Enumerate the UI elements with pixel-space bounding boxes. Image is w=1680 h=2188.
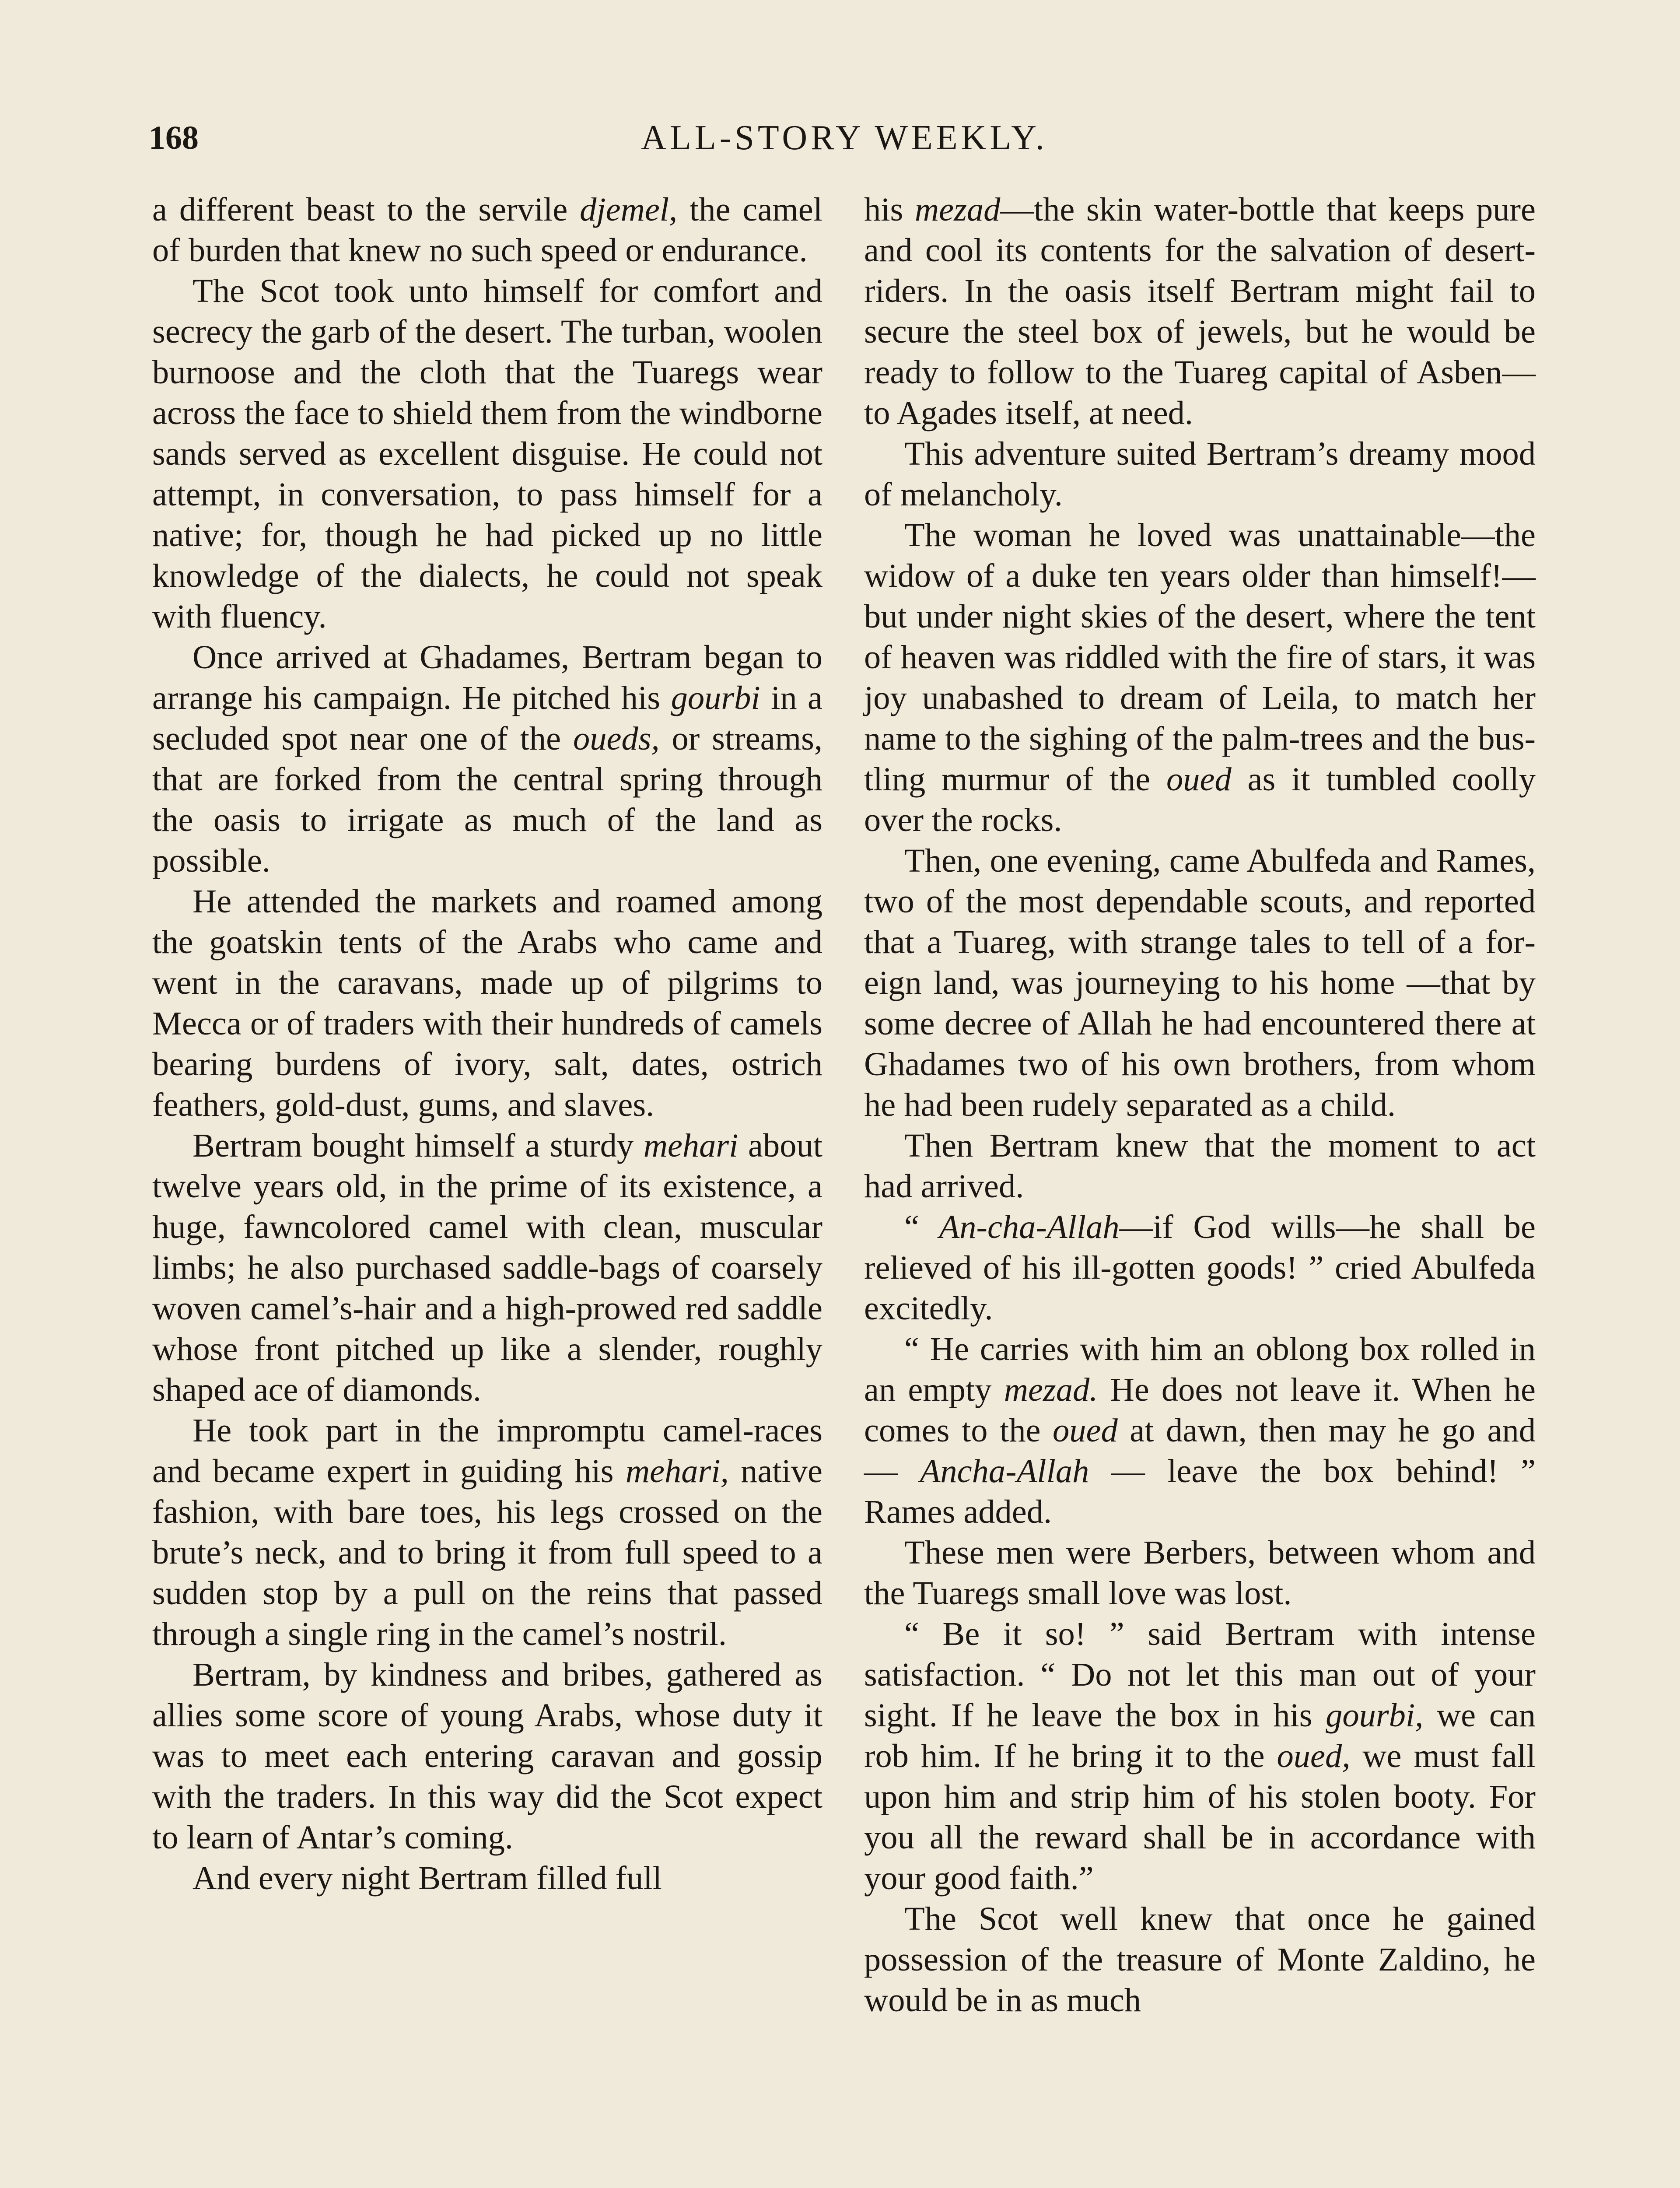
- paragraph: [152, 637, 822, 881]
- italic-text-run: oued: [1166, 761, 1232, 798]
- italic-text-run: Ancha-Allah: [920, 1452, 1089, 1490]
- italic-text-run: oueds,: [573, 720, 660, 757]
- italic-text-run: mezad: [914, 191, 1001, 228]
- text-run: He took part in the impromptu camel-races and became expert in guiding his: [152, 1412, 822, 1490]
- italic-text-run: An-cha-Allah: [939, 1208, 1120, 1245]
- text-run: in a secluded spot near one of the: [152, 679, 822, 757]
- italic-text-run: mehari,: [625, 1452, 729, 1490]
- left-text-column: [152, 189, 822, 1898]
- paragraph: [152, 1858, 822, 1898]
- text-run: —the skin water-bottle that keeps pure and cool its contents for the salvation of desert-riders. In the oasis itself Bertram might fail to secure the steel box of jewels, but he would be ready to follow to the Tuareg capital of Asben—to Agades itself, at need.: [864, 191, 1536, 431]
- text-run: the camel of burden that knew no such speed or endurance.: [152, 191, 822, 269]
- text-run: a different beast to the servile: [152, 191, 580, 228]
- paragraph: [864, 840, 1536, 1125]
- paragraph: [152, 881, 822, 1125]
- text-run: about twelve years old, in the prime of its existence, a huge, fawncolored camel with clean, muscular limbs; he also purchased saddle-bags of coarsely woven camel’s-hair and a high-prowed red saddle whose front pitched up like a slender, roughly shaped ace of diamonds.: [152, 1127, 822, 1408]
- paragraph: [152, 1410, 822, 1654]
- italic-text-run: mezad.: [1004, 1371, 1098, 1408]
- paragraph: [864, 1613, 1536, 1898]
- italic-text-run: oued,: [1277, 1737, 1351, 1774]
- italic-text-run: oued: [1052, 1412, 1118, 1449]
- text-run: as it tumbled coolly over the rocks.: [864, 761, 1536, 838]
- paragraph: [864, 1125, 1536, 1206]
- text-run: And every night Bertram filled full: [192, 1859, 662, 1897]
- italic-text-run: mehari: [643, 1127, 738, 1164]
- text-run: Bertram bought himself a sturdy: [192, 1127, 644, 1164]
- paragraph: [864, 189, 1536, 433]
- text-run: at dawn, then may he go and —: [864, 1412, 1536, 1490]
- paragraph: [152, 189, 822, 270]
- text-run: “: [904, 1208, 939, 1245]
- text-run: his: [864, 191, 915, 228]
- text-run: “ He carries with him an oblong box rolled in an empty: [864, 1330, 1536, 1408]
- italic-text-run: gourbi: [671, 679, 760, 716]
- text-run: Then Bertram knew that the moment to act had arrived.: [864, 1127, 1536, 1205]
- text-run: This adventure suited Bertram’s dreamy mood of melancholy.: [864, 435, 1536, 513]
- text-run: we can rob him. If he bring it to the: [864, 1697, 1536, 1774]
- page-header: [149, 112, 1540, 164]
- paragraph: [864, 1206, 1536, 1329]
- paragraph: [152, 1125, 822, 1410]
- paragraph: [152, 270, 822, 637]
- text-run: The woman he loved was unattainable—the widow of a duke ten years older than himself!—but under night skies of the desert, where the tent of heaven was riddled with the fire of stars, it was joy unabashed to dream of Leila, to match her name to the sighing of the palm-trees and the bustling murmur of the: [864, 516, 1536, 798]
- paragraph: [864, 433, 1536, 515]
- italic-text-run: djemel,: [580, 191, 678, 228]
- text-run: “ Be it so! ” said Bertram with intense satisfaction. “ Do not let this man out of your sight. If he leave the box in his: [864, 1615, 1536, 1734]
- running-title: ALL-STORY WEEKLY.: [641, 119, 1048, 157]
- text-run: The Scot took unto himself for comfort and secrecy the garb of the desert. The turban, woolen burnoose and the cloth that the Tuaregs wear across the face to shield them from the windborne sands served as excellent disguise. He could not attempt, in conversation, to pass himself for a native; for, though he had picked up no little knowledge of the dialects, he could not speak with fluency.: [152, 272, 822, 635]
- text-run: native fashion, with bare toes, his legs crossed on the brute’s neck, and to bring it from full speed to a sudden stop by a pull on the reins that passed through a single ring in the camel’s nostril.: [152, 1452, 822, 1652]
- paragraph: [152, 1654, 822, 1858]
- text-run: — leave the box behind! ” Rames added.: [864, 1452, 1536, 1530]
- text-run: The Scot well knew that once he gained possession of the treasure of Monte Zaldino, he would be in as much: [864, 1900, 1536, 2019]
- paragraph: [864, 515, 1536, 840]
- paragraph: [864, 1898, 1536, 2020]
- paragraph: [864, 1532, 1536, 1613]
- page-number: 168: [149, 119, 199, 156]
- paragraph: [864, 1329, 1536, 1532]
- text-run: Then, one evening, came Abulfeda and Rames, two of the most dependable scouts, and reported that a Tuareg, with strange tales to tell of a foreign land, was journeying to his home —that by some decree of Allah he had encountered there at Ghadames two of his own brothers, from whom he had been rudely separated as a child.: [864, 842, 1536, 1123]
- text-run: He does not leave it. When he comes to the: [864, 1371, 1536, 1449]
- right-text-column: [864, 189, 1536, 2020]
- text-run: or streams, that are forked from the central spring through the oasis to irrigate as much of the land as possible.: [152, 720, 822, 879]
- text-run: —if God wills—he shall be relieved of his ill-gotten goods! ” cried Abulfeda excitedly.: [864, 1208, 1536, 1327]
- text-run: He attended the markets and roamed among the goatskin tents of the Arabs who came and went in the caravans, made up of pilgrims to Mecca or of traders with their hundreds of camels bearing burdens of ivory, salt, dates, ostrich feathers, gold-dust, gums, and slaves.: [152, 883, 822, 1123]
- text-run: These men were Berbers, between whom and the Tuaregs small love was lost.: [864, 1534, 1536, 1612]
- text-run: Once arrived at Ghadames, Bertram began to arrange his campaign. He pitched his: [152, 638, 822, 716]
- italic-text-run: gourbi,: [1326, 1697, 1424, 1734]
- text-run: Bertram, by kindness and bribes, gathered as allies some score of young Arabs, whose duty it was to meet each entering caravan and gossip with the traders. In this way did the Scot expect to learn of Antar’s coming.: [152, 1656, 822, 1856]
- text-run: we must fall upon him and strip him of his stolen booty. For you all the reward shall be in accordance with your good faith.”: [864, 1737, 1536, 1897]
